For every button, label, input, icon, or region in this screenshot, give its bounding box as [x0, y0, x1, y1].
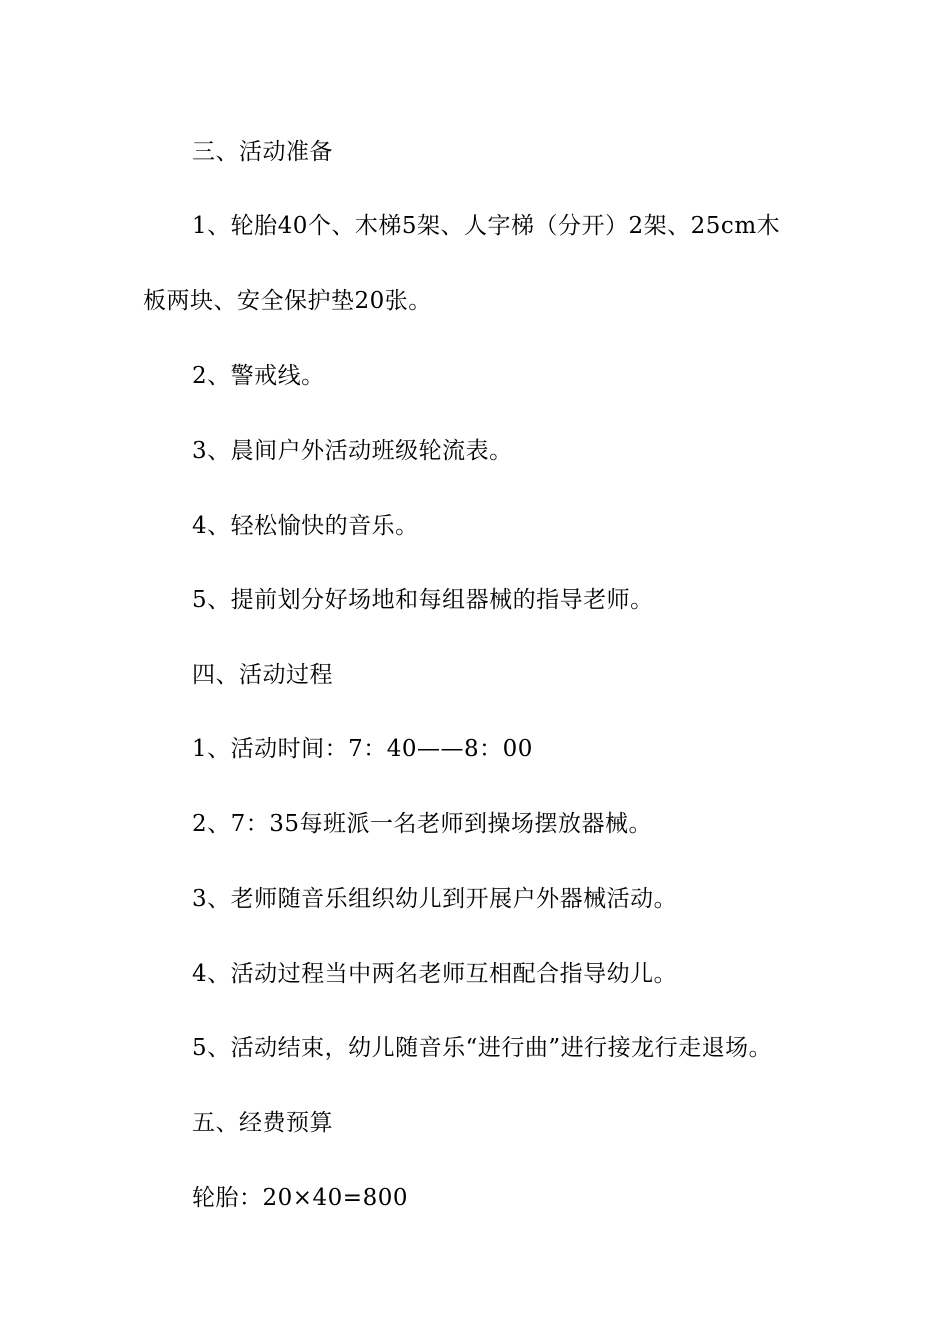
paragraph-line: 4、轻松愉快的音乐。: [192, 513, 419, 539]
paragraph-line: 5、提前划分好场地和每组器械的指导老师。: [192, 587, 654, 613]
paragraph-line: 3、老师随音乐组织幼儿到开展户外器械活动。: [192, 886, 678, 912]
section-heading-process: 四、活动过程: [192, 662, 333, 688]
paragraph-line: 1、活动时间：7：40——8：00: [192, 736, 533, 762]
paragraph-line: 1、轮胎40个、木梯5架、人字梯（分开）2架、25cm木: [192, 213, 781, 239]
section-heading-budget: 五、经费预算: [192, 1110, 333, 1136]
paragraph-line: 3、晨间户外活动班级轮流表。: [192, 438, 513, 464]
paragraph-line: 2、警戒线。: [192, 363, 325, 389]
section-heading-preparation: 三、活动准备: [192, 139, 333, 165]
paragraph-line: 板两块、安全保护垫20张。: [143, 288, 432, 314]
paragraph-line: 4、活动过程当中两名老师互相配合指导幼儿。: [192, 961, 678, 987]
paragraph-line: 5、活动结束，幼儿随音乐“进行曲”进行接龙行走退场。: [192, 1035, 773, 1061]
paragraph-line: 轮胎：20×40=800: [192, 1185, 408, 1211]
paragraph-line: 2、7：35每班派一名老师到操场摆放器械。: [192, 811, 653, 837]
